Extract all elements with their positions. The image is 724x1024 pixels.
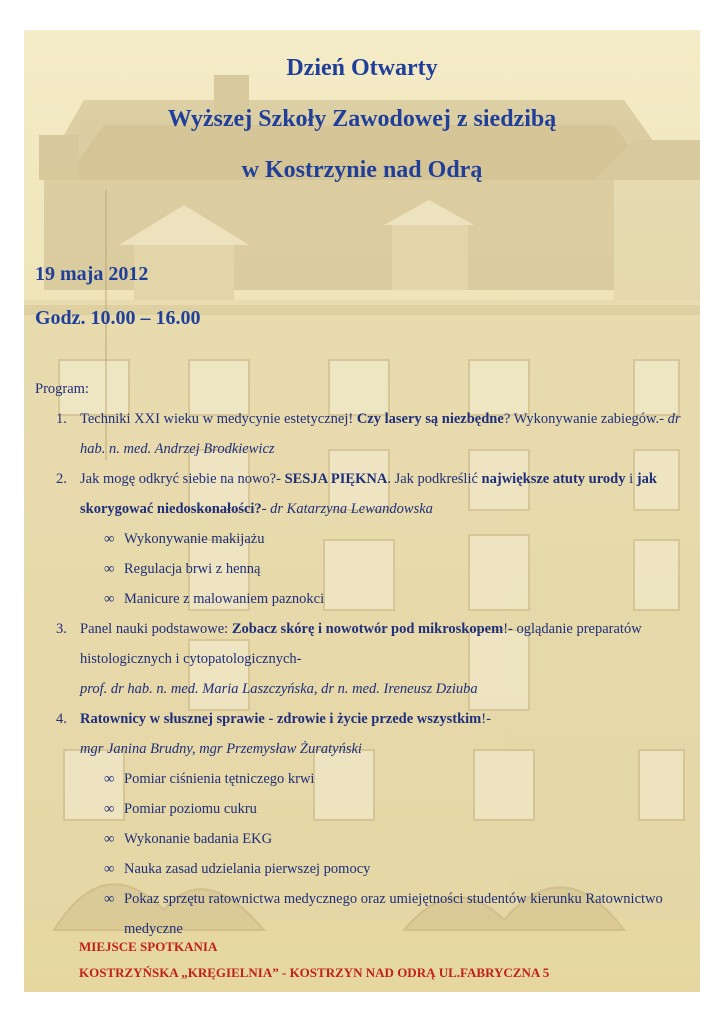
item-text: Jak mogę odkryć siebie na nowo?- <box>80 471 285 487</box>
infinity-bullet-icon: ∞ <box>104 531 115 547</box>
program-item-3 <box>35 614 685 704</box>
infinity-bullet-icon: ∞ <box>104 771 115 787</box>
item-text: . Jak podkreślić <box>387 471 482 487</box>
sub-item-label: Pokaz sprzętu ratownictwa medycznego oraz umiejętności studentów kierunku Ratownictwo medyczne <box>124 891 663 937</box>
infinity-bullet-icon: ∞ <box>104 861 115 877</box>
item-highlight: Zobacz skórę i nowotwór pod mikroskopem <box>231 621 504 637</box>
item-text: Techniki XXI wieku w medycynie estetycznej! <box>80 411 357 427</box>
event-date: 19 maja 2012 <box>35 263 149 285</box>
item-text: i <box>625 471 637 487</box>
sub-item <box>104 554 685 584</box>
title-line-1: Dzień Otwarty <box>286 55 438 81</box>
item-text: !- oglądanie preparatów histologicznych i cytopatologicznych- <box>80 621 642 667</box>
sub-list <box>80 764 685 944</box>
venue-address: KOSTRZYŃSKA „KRĘGIELNIA” - KOSTRZYN NAD ODRĄ UL.FABRYCZNA 5 <box>79 965 550 980</box>
title-line-2: Wyższej Szkoły Zawodowej z siedzibą <box>167 106 557 132</box>
item-text: !- <box>481 711 491 727</box>
infinity-bullet-icon: ∞ <box>104 831 115 847</box>
event-time: Godz. 10.00 – 16.00 <box>35 307 201 329</box>
item-number: 2. <box>56 471 67 487</box>
item-highlight: jak skorygować niedoskonałości? <box>80 471 657 517</box>
sub-item <box>104 764 685 794</box>
infinity-bullet-icon: ∞ <box>104 561 115 577</box>
program-item-4 <box>35 704 685 944</box>
item-number: 3. <box>56 621 67 637</box>
sub-item <box>104 584 685 614</box>
item-highlight: największe atuty urody <box>481 471 626 487</box>
infinity-bullet-icon: ∞ <box>104 591 115 607</box>
item-speaker: prof. dr hab. n. med. Maria Laszczyńska, dr n. med. Ireneusz Dziuba <box>80 681 478 697</box>
item-number: 1. <box>56 411 67 427</box>
sub-list <box>80 524 685 614</box>
venue-label: MIEJSCE SPOTKANIA <box>79 939 218 954</box>
item-highlight: Ratownicy w słusznej sprawie - zdrowie i życie przede wszystkim <box>80 711 482 727</box>
poster <box>24 30 700 992</box>
infinity-bullet-icon: ∞ <box>104 801 115 817</box>
sub-item-label: Regulacja brwi z henną <box>124 561 261 577</box>
item-speaker: mgr Janina Brudny, mgr Przemysław Żuratyński <box>80 741 362 757</box>
program-label: Program: <box>35 381 89 397</box>
item-text: Panel nauki podstawowe: <box>80 621 232 637</box>
item-highlight: Czy lasery są niezbędne <box>356 411 504 427</box>
sub-item <box>104 824 685 854</box>
sub-item <box>104 794 685 824</box>
sub-item <box>104 884 685 944</box>
program-section <box>35 374 685 944</box>
sub-item <box>104 854 685 884</box>
item-speaker: dr hab. n. med. Andrzej Brodkiewicz <box>80 411 681 457</box>
program-list <box>35 404 685 944</box>
item-text: - <box>261 501 271 517</box>
item-text: ? Wykonywanie zabiegów.- <box>503 411 668 427</box>
infinity-bullet-icon: ∞ <box>104 891 115 907</box>
program-item-2 <box>35 464 685 614</box>
item-number: 4. <box>56 711 67 727</box>
sub-item-label: Nauka zasad udzielania pierwszej pomocy <box>124 861 371 877</box>
sub-item-label: Manicure z malowaniem paznokci <box>124 591 325 607</box>
sub-item-label: Wykonanie badania EKG <box>124 831 273 847</box>
sub-item-label: Wykonywanie makijażu <box>124 531 265 547</box>
sub-item <box>104 524 685 554</box>
item-speaker: dr Katarzyna Lewandowska <box>270 501 433 517</box>
sub-item-label: Pomiar ciśnienia tętniczego krwi <box>124 771 315 787</box>
title-line-3: w Kostrzynie nad Odrą <box>241 157 483 183</box>
sub-item-label: Pomiar poziomu cukru <box>124 801 257 817</box>
item-highlight: SESJA PIĘKNA <box>284 471 388 487</box>
program-item-1 <box>35 404 685 464</box>
